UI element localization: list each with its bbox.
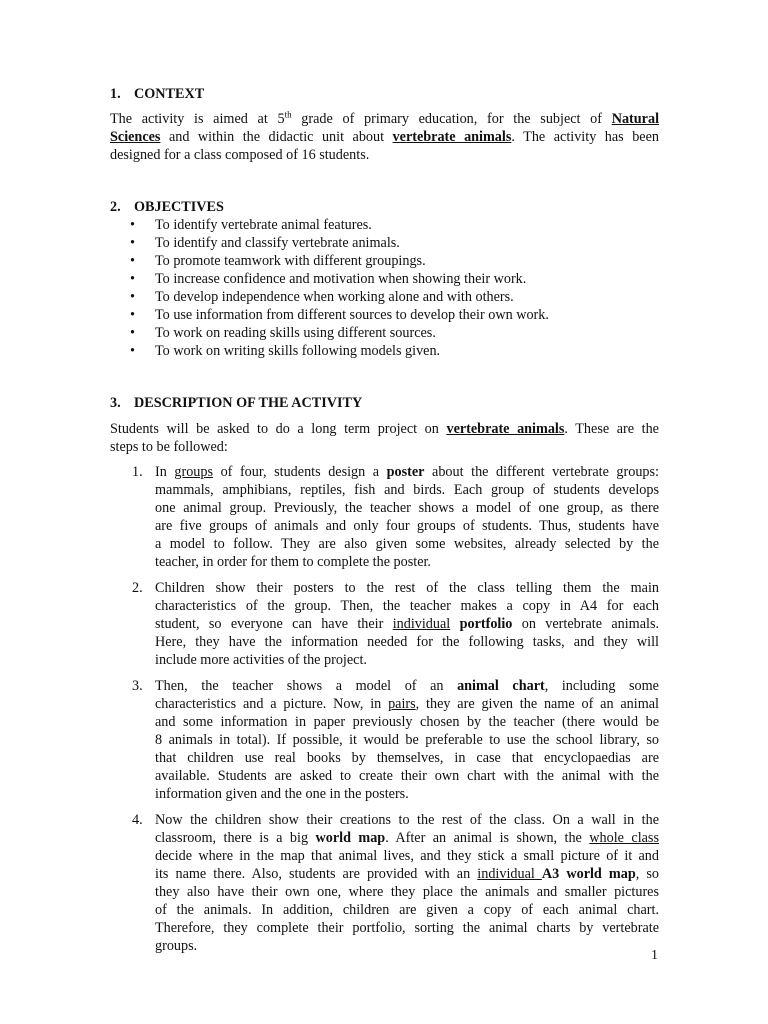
step-number: 1. [132,464,143,480]
step-number: 2. [132,580,143,596]
page-number: 1 [651,948,658,963]
bullet-icon: • [130,325,135,341]
bullet-icon: • [130,253,135,269]
section-number: 1. [110,86,121,102]
step-number: 4. [132,812,143,828]
section-number: 3. [110,395,121,411]
bullet-icon: • [130,307,135,323]
list-item: • To identify vertebrate animal features. [130,217,372,233]
topic-term: vertebrate animals [446,421,565,437]
subject-term: Sciences [110,129,161,145]
step-item: 3. Then, the teacher shows a model of an animal chart, including some characteristics and a picture. Now, in pairs, they are given the name of an animal and some information in paper previously chosen by the teacher (there would be 8 animals in total). If possible, it would be preferable to use the school library, so that children use real books by themselves, in case that encyclopaedias are available. Students are asked to create their own chart with the animal with the information given and the one in the posters. [132,678,659,802]
list-item: • To identify and classify vertebrate animals. [130,235,400,251]
section-title: DESCRIPTION OF THE ACTIVITY [134,395,363,411]
steps-list [110,463,659,963]
section-number: 2. [110,199,121,215]
context-paragraph: The activity is aimed at 5th grade of primary education, for the subject of Natural Sciences and within the didactic unit about vertebrate animals. The activity has been designed for a class composed of 16 students. [110,109,660,163]
bullet-icon: • [130,289,135,305]
section-title: OBJECTIVES [134,199,224,215]
bullet-icon: • [130,217,135,233]
section-heading-objectives [110,198,224,216]
description-intro: Students will be asked to do a long term project on vertebrate animals. These are the steps to be followed: [110,421,659,455]
subject-term: Natural [611,111,660,127]
section-heading-context [110,85,204,103]
bullet-icon: • [130,271,135,287]
step-item: 1. In groups of four, students design a poster about the different vertebrate groups: mammals, amphibians, reptiles, fish and birds. Each group of students develops one animal group. Previously, the teacher shows a model of one group, as there are five groups of animals and only four groups of students. Thus, students have a model to follow. They are also given some websites, already selected by the teacher, in order for them to complete the poster. [132,464,659,570]
bullet-icon: • [130,343,135,359]
list-item: • To use information from different sources to develop their own work. [130,307,549,323]
bullet-icon: • [130,235,135,251]
step-item: 4. Now the children show their creations to the rest of the class. On a wall in the classroom, there is a big world map. After an animal is shown, the whole class decide where in the map that animal lives, and they stick a small picture of it and its name there. Also, students are provided with an individual A3 world map, so they also have their own one, where they place the animals and smaller pictures of the animals. In addition, children are given a copy of each animal chart. Therefore, they complete their portfolio, sorting the animal charts by vertebrate groups. [132,812,659,954]
step-item: 2. Children show their posters to the rest of the class telling them the main characteristics of the group. Then, the teacher makes a copy in A4 for each student, so everyone can have their individual portfolio on vertebrate animals. Here, they have the information needed for the following tasks, and they will include more activities of the project. [132,580,660,668]
list-item: • To promote teamwork with different groupings. [130,253,426,269]
section-heading-description [110,394,362,412]
step-number: 3. [132,678,143,694]
section-title: CONTEXT [134,86,205,102]
list-item: • To work on reading skills using different sources. [130,325,436,341]
unit-term: vertebrate animals [392,129,512,145]
list-item: • To increase confidence and motivation when showing their work. [130,271,527,287]
list-item: • To develop independence when working alone and with others. [130,289,514,305]
list-item: • To work on writing skills following models given. [130,343,441,359]
